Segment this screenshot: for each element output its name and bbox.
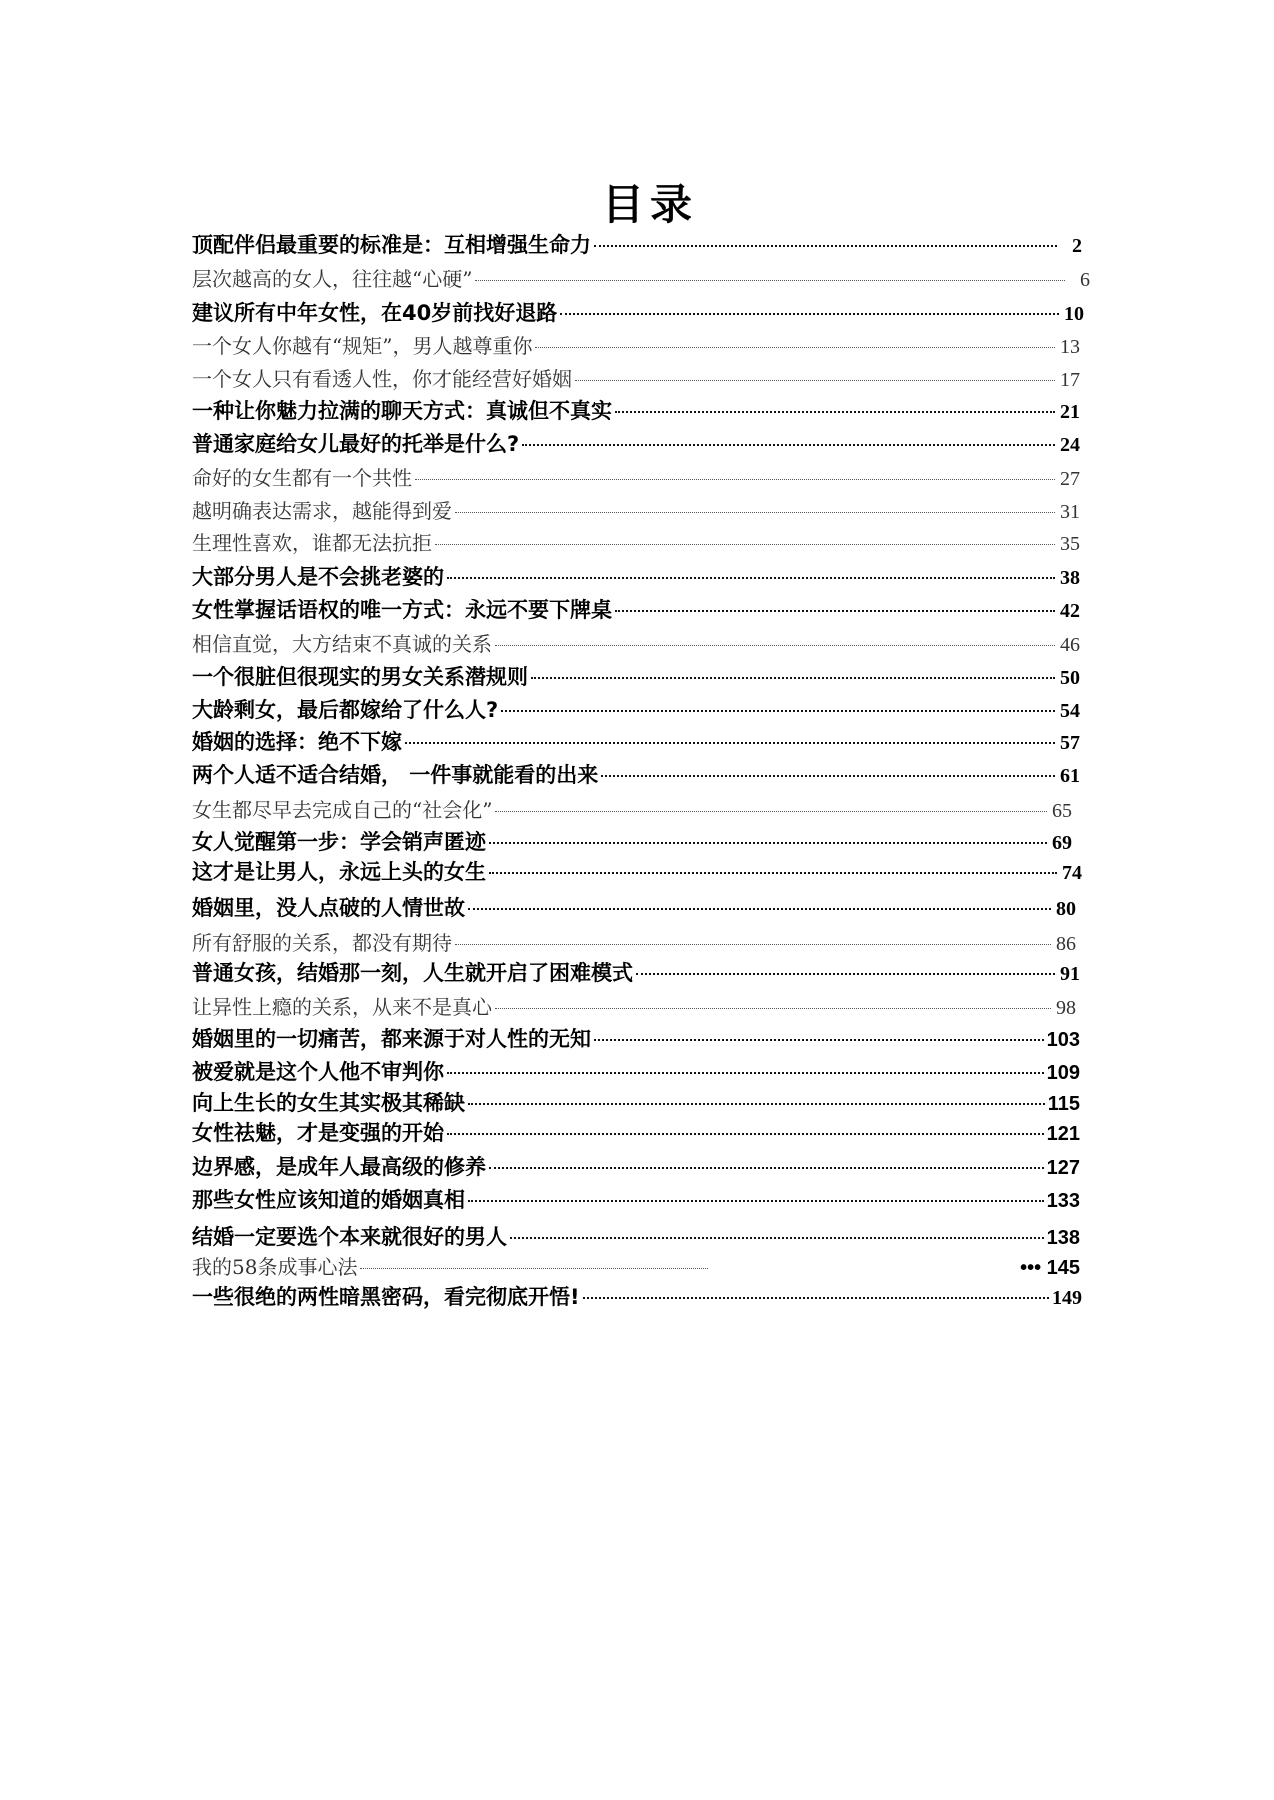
dot-leader bbox=[435, 544, 1055, 545]
toc-entry-page: 54 bbox=[1060, 700, 1080, 722]
dot-leader bbox=[468, 1200, 1044, 1202]
toc-entry-title: 大部分男人是不会挑老婆的 bbox=[192, 565, 444, 589]
toc-entry[interactable] bbox=[192, 364, 1080, 394]
dot-leader bbox=[447, 577, 1055, 579]
toc-entry[interactable] bbox=[192, 230, 1082, 260]
toc-entry-page: 27 bbox=[1060, 468, 1080, 490]
toc-entry-title: 普通家庭给女儿最好的托举是什么? bbox=[192, 432, 520, 456]
dot-leader bbox=[489, 1167, 1044, 1169]
toc-entry-title: 一个女人你越有“规矩”，男人越尊重你 bbox=[192, 334, 533, 358]
dot-leader bbox=[560, 313, 1059, 315]
toc-entry[interactable] bbox=[192, 662, 1080, 692]
dot-leader bbox=[535, 347, 1055, 348]
toc-entry-title: 女人觉醒第一步：学会销声匿迹 bbox=[192, 830, 486, 854]
toc-entry-page: 86 bbox=[1056, 933, 1076, 955]
toc-entry-title: 一种让你魅力拉满的聊天方式：真诚但不真实 bbox=[192, 399, 612, 423]
toc-entry-page: 98 bbox=[1056, 997, 1076, 1019]
toc-entry[interactable] bbox=[192, 1282, 1082, 1312]
toc-entry-title: 我的58条成事心法 bbox=[192, 1255, 358, 1279]
toc-entry-page: 127 bbox=[1046, 1157, 1080, 1179]
toc-entry[interactable] bbox=[192, 1152, 1080, 1182]
dot-leader bbox=[594, 245, 1057, 247]
dot-leader bbox=[468, 1103, 1045, 1105]
dot-leader bbox=[447, 1072, 1044, 1074]
toc-entry-title: 命好的女生都有一个共性 bbox=[192, 466, 412, 490]
toc-entry[interactable] bbox=[192, 795, 1072, 825]
toc-entry-page: 24 bbox=[1060, 434, 1080, 456]
toc-entry-title: 向上生长的女生其实极其稀缺 bbox=[192, 1091, 465, 1115]
toc-entry[interactable] bbox=[192, 958, 1080, 988]
dot-leader bbox=[510, 1237, 1044, 1239]
toc-entry-page: 80 bbox=[1056, 898, 1076, 920]
toc-entry-page: 21 bbox=[1060, 401, 1080, 423]
toc-entry-page: 38 bbox=[1060, 567, 1080, 589]
dot-leader bbox=[455, 512, 1055, 513]
dot-leader bbox=[489, 872, 1057, 874]
dot-leader bbox=[575, 380, 1055, 381]
toc-entry-title: 婚姻里的一切痛苦，都来源于对人性的无知 bbox=[192, 1027, 591, 1051]
toc-entry-title: 生理性喜欢，谁都无法抗拒 bbox=[192, 531, 432, 555]
toc-entry-title: 让异性上瘾的关系，从来不是真心 bbox=[192, 995, 492, 1019]
toc-entry-title: 一个女人只有看透人性，你才能经营好婚姻 bbox=[192, 367, 572, 391]
dot-leader bbox=[489, 842, 1047, 844]
toc-entry-page: 50 bbox=[1060, 667, 1080, 689]
toc-entry-title: 所有舒服的关系，都没有期待 bbox=[192, 931, 452, 955]
toc-entry-page: 61 bbox=[1060, 765, 1080, 787]
toc-entry-page: 65 bbox=[1052, 800, 1072, 822]
dot-leader bbox=[447, 1133, 1044, 1135]
toc-entry-title: 女生都尽早去完成自己的“社会化” bbox=[192, 798, 493, 822]
toc-entry-page: 138 bbox=[1046, 1227, 1080, 1249]
toc-entry[interactable] bbox=[192, 992, 1076, 1022]
toc-entry-page: 115 bbox=[1047, 1093, 1080, 1115]
toc-entry-title: 越明确表达需求，越能得到爱 bbox=[192, 499, 452, 523]
toc-entry-page: ••• 145 bbox=[1020, 1257, 1080, 1279]
toc-entry-page: 121 bbox=[1046, 1123, 1080, 1145]
toc-entry-page: 69 bbox=[1052, 832, 1072, 854]
toc-entry[interactable] bbox=[192, 396, 1080, 426]
toc-entry-title: 女性祛魅，才是变强的开始 bbox=[192, 1121, 444, 1145]
toc-entry[interactable] bbox=[192, 331, 1080, 361]
toc-entry[interactable] bbox=[192, 1057, 1080, 1087]
toc-entry-title: 结婚一定要选个本来就很好的男人 bbox=[192, 1225, 507, 1249]
toc-entry-title: 普通女孩，结婚那一刻，人生就开启了困难模式 bbox=[192, 961, 633, 985]
toc-entry[interactable] bbox=[192, 562, 1080, 592]
toc-entry[interactable] bbox=[192, 1222, 1080, 1252]
toc-entry[interactable] bbox=[192, 463, 1080, 493]
toc-entry-title: 顶配伴侣最重要的标准是：互相增强生命力 bbox=[192, 233, 591, 257]
toc-entry[interactable] bbox=[192, 1088, 1080, 1118]
dot-leader bbox=[415, 479, 1055, 480]
toc-entry-title: 两个人适不适合结婚， 一件事就能看的出来 bbox=[192, 763, 599, 787]
dot-leader bbox=[495, 1008, 1051, 1009]
toc-entry[interactable] bbox=[192, 496, 1080, 526]
toc-entry[interactable] bbox=[192, 1252, 1080, 1282]
toc-entry[interactable] bbox=[192, 857, 1082, 887]
toc-entry-title: 这才是让男人，永远上头的女生 bbox=[192, 860, 486, 884]
toc-entry-page: 91 bbox=[1060, 963, 1080, 985]
dot-leader bbox=[468, 908, 1051, 910]
toc-entry-page: 2 bbox=[1072, 235, 1082, 257]
toc-entry[interactable] bbox=[192, 1024, 1080, 1054]
toc-entry-page: 133 bbox=[1046, 1190, 1080, 1212]
toc-entry[interactable] bbox=[192, 264, 1090, 294]
toc-entry-page: 6 bbox=[1080, 269, 1090, 291]
toc-entry[interactable] bbox=[192, 1185, 1080, 1215]
dot-leader bbox=[522, 444, 1055, 446]
toc-entry[interactable] bbox=[192, 595, 1080, 625]
toc-entry-title: 被爱就是这个人他不审判你 bbox=[192, 1060, 444, 1084]
toc-entry-page: 57 bbox=[1060, 732, 1080, 754]
dot-leader bbox=[455, 944, 1051, 945]
toc-entry-title: 建议所有中年女性，在40岁前找好退路 bbox=[192, 301, 558, 325]
toc-entry[interactable] bbox=[192, 727, 1080, 757]
dot-leader bbox=[615, 411, 1055, 413]
toc-entry-title: 婚姻里，没人点破的人情世故 bbox=[192, 896, 465, 920]
toc-entry-page: 10 bbox=[1064, 303, 1084, 325]
toc-entry-title: 层次越高的女人，往往越“心硬” bbox=[192, 267, 473, 291]
toc-entry[interactable] bbox=[192, 760, 1080, 790]
dot-leader bbox=[601, 775, 1055, 777]
toc-entry-page: 42 bbox=[1060, 600, 1080, 622]
toc-entry-page: 13 bbox=[1060, 336, 1080, 358]
dot-leader bbox=[495, 645, 1055, 646]
toc-entry-page: 17 bbox=[1060, 369, 1080, 391]
toc-entry[interactable] bbox=[192, 298, 1084, 328]
toc-title: 目录 bbox=[601, 180, 698, 229]
toc-entry-title: 边界感，是成年人最高级的修养 bbox=[192, 1155, 486, 1179]
toc-entry-title: 一个很脏但很现实的男女关系潜规则 bbox=[192, 665, 528, 689]
toc-entry[interactable] bbox=[192, 827, 1072, 857]
dot-leader bbox=[475, 280, 1065, 281]
toc-entry[interactable] bbox=[192, 429, 1080, 459]
toc-entry-page: 103 bbox=[1046, 1029, 1080, 1051]
toc-entry[interactable] bbox=[192, 528, 1080, 558]
toc-entry-title: 那些女性应该知道的婚姻真相 bbox=[192, 1188, 465, 1212]
toc-entry[interactable] bbox=[192, 928, 1076, 958]
dot-leader bbox=[594, 1039, 1044, 1041]
toc-entry-page: 31 bbox=[1060, 501, 1080, 523]
toc-entry[interactable] bbox=[192, 695, 1080, 725]
dot-leader bbox=[636, 973, 1055, 975]
toc-entry[interactable] bbox=[192, 893, 1076, 923]
dot-leader bbox=[615, 610, 1055, 612]
dot-leader bbox=[495, 811, 1047, 812]
dot-leader bbox=[360, 1268, 708, 1269]
toc-entry-page: 46 bbox=[1060, 634, 1080, 656]
toc-entry-page: 74 bbox=[1062, 862, 1082, 884]
toc-entry-title: 一些很绝的两性暗黑密码，看完彻底开悟! bbox=[192, 1285, 580, 1309]
dot-leader bbox=[501, 710, 1055, 712]
toc-entry-page: 149 bbox=[1052, 1287, 1082, 1309]
dot-leader bbox=[583, 1297, 1049, 1299]
toc-entry[interactable] bbox=[192, 1118, 1080, 1148]
dot-leader bbox=[405, 742, 1055, 744]
toc-entry-title: 女性掌握话语权的唯一方式：永远不要下牌桌 bbox=[192, 598, 612, 622]
toc-entry-page: 109 bbox=[1046, 1062, 1080, 1084]
toc-entry-title: 大龄剩女，最后都嫁给了什么人? bbox=[192, 698, 499, 722]
dot-leader bbox=[531, 677, 1055, 679]
toc-entry[interactable] bbox=[192, 629, 1080, 659]
toc-entry-page: 35 bbox=[1060, 533, 1080, 555]
toc-entry-title: 相信直觉，大方结束不真诚的关系 bbox=[192, 632, 492, 656]
toc-entry-title: 婚姻的选择：绝不下嫁 bbox=[192, 730, 402, 754]
